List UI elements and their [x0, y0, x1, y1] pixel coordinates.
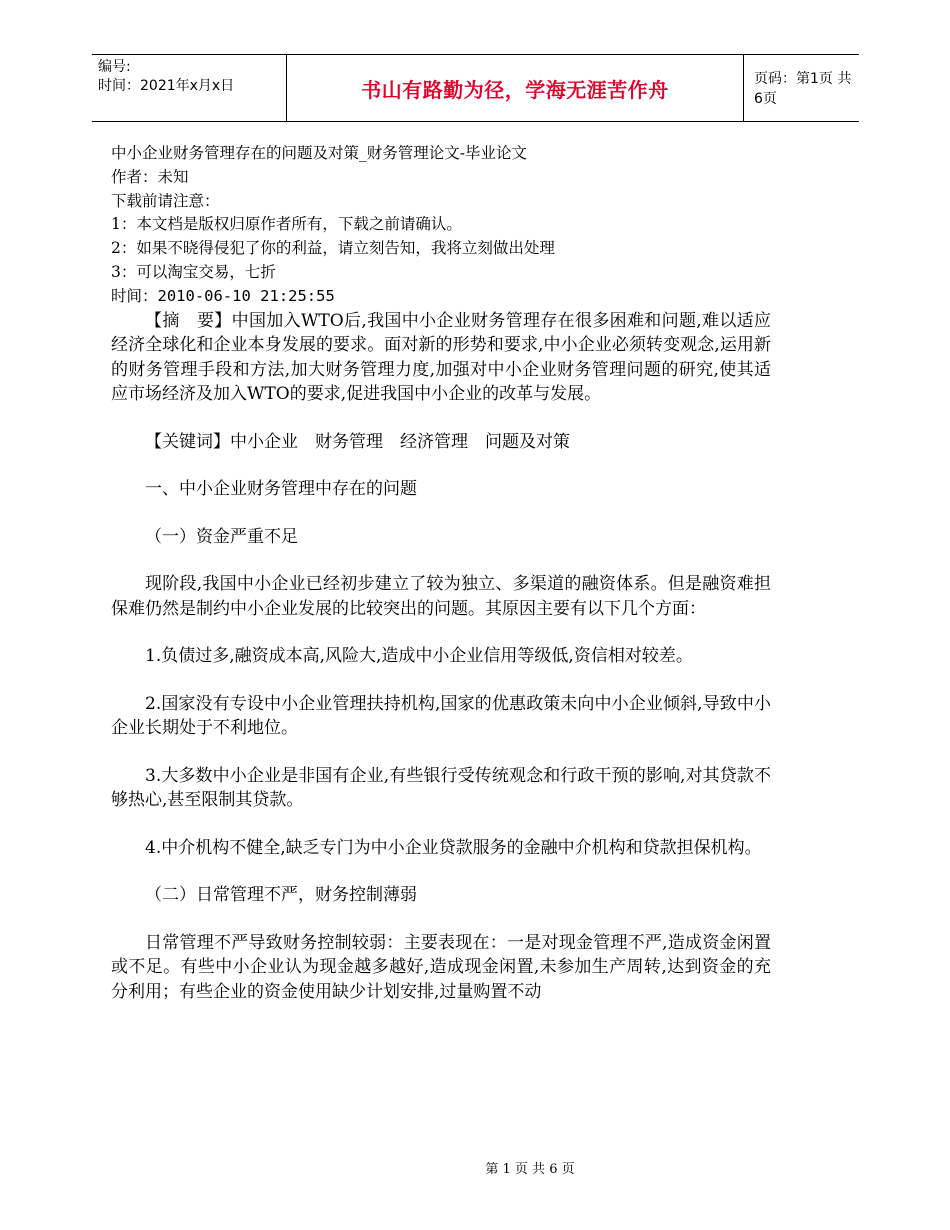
doc-title: 中小企业财务管理存在的问题及对策_财务管理论文-毕业论文: [111, 144, 527, 162]
notice-heading: 下载前请注意：: [111, 191, 220, 210]
page-footer: 第 1 页 共 6 页: [485, 1162, 575, 1177]
document-header: [92, 54, 859, 122]
header-page-info: [754, 55, 859, 121]
keywords: 【关键词】中小企业 财务管理 经济管理 问题及对策: [145, 431, 570, 452]
paragraph-1: 现阶段,我国中小企业已经初步建立了较为独立、多渠道的融资体系。但是融资难担保难仍然是制约中小企业发展的比较突出的问题。其原因主要有以下几个方面：: [111, 574, 771, 619]
doc-time: 时间：2010-06-10 21:25:55: [111, 286, 335, 305]
notice-1: 1：本文档是版权归原作者所有，下载之前请确认。: [111, 215, 462, 234]
list-item-4: 4.中介机构不健全,缺乏专门为中小企业贷款服务的金融中介机构和贷款担保机构。: [145, 837, 762, 858]
notice-3: 3：可以淘宝交易，七折: [111, 262, 276, 281]
document-body: [111, 142, 771, 1004]
list-item-1: 1.负债过多,融资成本高,风险大,造成中小企业信用等级低,资信相对较差。: [145, 646, 693, 667]
doc-author: 作者：未知: [111, 167, 189, 186]
page-info: 页码：第1页 共6页: [754, 71, 852, 107]
header-motto-cell: [286, 55, 744, 121]
section-heading-1: 一、中小企业财务管理中存在的问题: [145, 479, 417, 500]
paragraph-2: 日常管理不严导致财务控制较弱：主要表现在：一是对现金管理不严,造成资金闲置或不足。有些中小企业认为现金越多越好,造成现金闲置,未参加生产周转,达到资金的充分利用；有些企业的资金使用缺少计划安排,过量购置不动: [111, 932, 771, 1002]
subheading-1: （一）资金严重不足: [145, 526, 298, 547]
time-label: 时间：2021年x月x日: [98, 78, 235, 94]
abstract: 【摘 要】中国加入WTO后,我国中小企业财务管理存在很多困难和问题,难以适应经济全球化和企业本身发展的要求。面对新的形势和要求,中小企业必须转变观念,运用新的财务管理手段和方法,加大财务管理力度,加强对中小企业财务管理问题的研究,使其适应市场经济及加入WTO的要求,促进我国中小企业的改革与发展。: [111, 310, 771, 405]
motto: 书山有路勤为径，学海无涯苦作舟: [361, 77, 669, 102]
subheading-2: （二）日常管理不严，财务控制薄弱: [145, 885, 417, 906]
header-meta: [98, 58, 288, 96]
notice-2: 2：如果不晓得侵犯了你的利益，请立刻告知，我将立刻做出处理: [111, 239, 555, 258]
number-label: 编号:: [98, 59, 131, 75]
list-item-3: 3.大多数中小企业是非国有企业,有些银行受传统观念和行政干预的影响,对其贷款不够热心,甚至限制其贷款。: [111, 765, 771, 811]
list-item-2: 2.国家没有专设中小企业管理扶持机构,国家的优惠政策未向中小企业倾斜,导致中小企业长期处于不利地位。: [111, 693, 771, 739]
